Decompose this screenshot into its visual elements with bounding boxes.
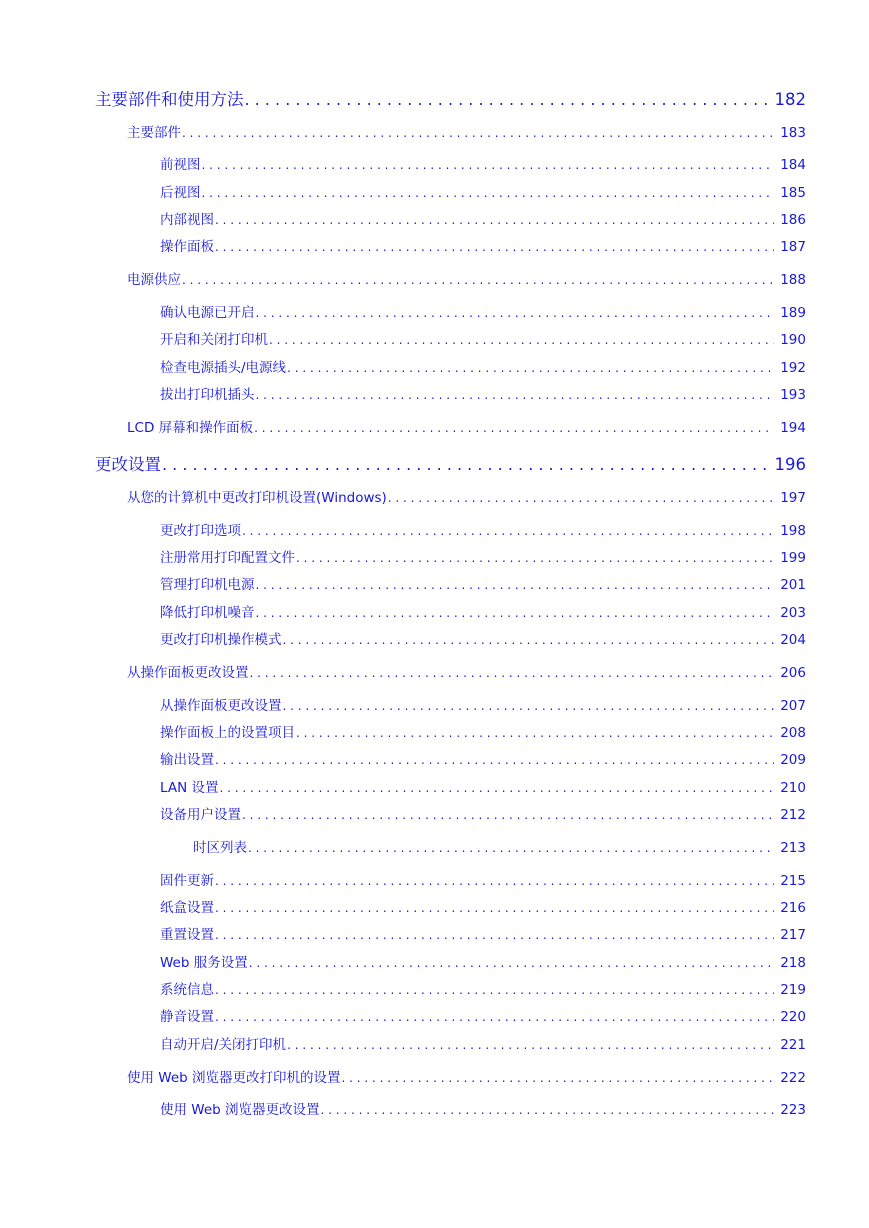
toc-entry-title: 固件更新 [160, 873, 214, 889]
toc-page-number: 183 [780, 125, 806, 141]
toc-entry-title: 确认电源已开启 [160, 305, 255, 321]
toc-page-number: 209 [780, 752, 806, 768]
toc-page-number: 220 [780, 1009, 806, 1025]
toc-entry-title: 输出设置 [160, 752, 214, 768]
toc-page-number: 187 [780, 239, 806, 255]
toc-entry-title: 设备用户设置 [160, 807, 241, 823]
toc-entry-level-3[interactable] [160, 546, 806, 566]
toc-entry-level-3[interactable] [160, 628, 806, 648]
toc-entry-title: 前视图 [160, 157, 201, 173]
dot-leader [219, 781, 774, 795]
dot-leader [283, 633, 775, 647]
dot-leader [215, 213, 774, 227]
toc-entry-title: 操作面板 [160, 239, 214, 255]
toc-entry-title: 管理打印机电源 [160, 577, 255, 593]
toc-entry-level-3[interactable] [160, 1033, 806, 1053]
toc-entry-level-3[interactable] [160, 803, 806, 823]
toc-entry-level-3[interactable] [160, 519, 806, 539]
toc-entry-level-1[interactable] [95, 86, 806, 110]
toc-page-number: 221 [780, 1037, 806, 1053]
dot-leader [242, 808, 774, 822]
toc-entry-title: LAN 设置 [160, 780, 219, 796]
toc-page-number: 189 [780, 305, 806, 321]
toc-entry-title: 拔出打印机插头 [160, 387, 255, 403]
dot-leader [249, 956, 774, 970]
dot-leader [287, 361, 774, 375]
toc-entry-level-3[interactable] [160, 694, 806, 714]
toc-entry-title: 纸盒设置 [160, 900, 214, 916]
dot-leader [287, 1038, 774, 1052]
toc-entry-level-3[interactable] [160, 301, 806, 321]
toc-entry-level-2[interactable] [127, 416, 806, 436]
toc-entry-title: 后视图 [160, 185, 201, 201]
toc-page-number: 194 [780, 420, 806, 436]
toc-entry-level-3[interactable] [160, 356, 806, 376]
toc-page-number: 197 [780, 490, 806, 506]
toc-page-number: 185 [780, 185, 806, 201]
dot-leader [202, 158, 775, 172]
toc-page-number: 184 [780, 157, 806, 173]
toc-page-number: 207 [780, 698, 806, 714]
toc-entry-title: 检查电源插头/电源线 [160, 360, 287, 376]
toc-page-number: 210 [780, 780, 806, 796]
toc-page-number: 212 [780, 807, 806, 823]
toc-page-number: 199 [780, 550, 806, 566]
toc-entry-title: 主要部件 [127, 125, 181, 141]
toc-entry-level-2[interactable] [127, 1066, 806, 1086]
dot-leader [215, 1010, 774, 1024]
toc-page-number: 192 [780, 360, 806, 376]
toc-entry-title: 使用 Web 浏览器更改打印机的设置 [127, 1070, 341, 1086]
toc-entry-level-3[interactable] [160, 573, 806, 593]
toc-entry-title: 从操作面板更改设置 [127, 665, 249, 681]
toc-entry-level-3[interactable] [160, 748, 806, 768]
toc-page-number: 216 [780, 900, 806, 916]
dot-leader [342, 1071, 775, 1085]
dot-leader [283, 699, 775, 713]
dot-leader [296, 551, 774, 565]
toc-entry-level-3[interactable] [160, 869, 806, 889]
toc-page-number: 208 [780, 725, 806, 741]
toc-entry-title: 静音设置 [160, 1009, 214, 1025]
toc-page-number: 188 [780, 272, 806, 288]
dot-leader [182, 273, 774, 287]
toc-entry-level-2[interactable] [127, 268, 806, 288]
dot-leader [256, 578, 775, 592]
toc-entry-level-3[interactable] [160, 896, 806, 916]
dot-leader [215, 983, 774, 997]
toc-entry-title: 降低打印机噪音 [160, 605, 255, 621]
toc-entry-title: 自动开启/关闭打印机 [160, 1037, 287, 1053]
toc-entry-title: 更改打印选项 [160, 523, 241, 539]
toc-page-number: 203 [780, 605, 806, 621]
toc-entry-title: 操作面板上的设置项目 [160, 725, 295, 741]
toc-entry-title: 更改设置 [95, 455, 161, 474]
toc-page-number: 201 [780, 577, 806, 593]
toc-entry-level-2[interactable] [127, 121, 806, 141]
toc-entry-level-3[interactable] [160, 328, 806, 348]
toc-entry-title: 内部视图 [160, 212, 214, 228]
dot-leader [242, 524, 774, 538]
dot-leader [250, 666, 775, 680]
dot-leader [162, 455, 769, 474]
toc-page-number: 223 [780, 1102, 806, 1118]
dot-leader [215, 874, 774, 888]
toc-entry-level-3[interactable] [160, 601, 806, 621]
dot-leader [256, 388, 775, 402]
toc-page-number: 217 [780, 927, 806, 943]
toc-page-number: 190 [780, 332, 806, 348]
toc-page-number: 218 [780, 955, 806, 971]
toc-entry-title: 从操作面板更改设置 [160, 698, 282, 714]
toc-page-number: 213 [780, 840, 806, 856]
dot-leader [215, 753, 774, 767]
dot-leader [215, 901, 774, 915]
toc-entry-title: LCD 屏幕和操作面板 [127, 420, 254, 436]
toc-entry-title: 开启和关闭打印机 [160, 332, 268, 348]
toc-entry-level-3[interactable] [160, 923, 806, 943]
dot-leader [388, 491, 774, 505]
toc-entry-level-3[interactable] [160, 208, 806, 228]
dot-leader [269, 333, 774, 347]
toc-entry-title: 更改打印机操作模式 [160, 632, 282, 648]
toc-entry-title: 使用 Web 浏览器更改设置 [160, 1102, 320, 1118]
dot-leader [296, 726, 774, 740]
toc-entry-level-3[interactable] [160, 181, 806, 201]
dot-leader [215, 928, 774, 942]
dot-leader [245, 90, 769, 109]
toc-entry-level-3[interactable] [160, 1098, 806, 1118]
toc-entry-level-2[interactable] [127, 486, 806, 506]
dot-leader [256, 606, 775, 620]
dot-leader [182, 126, 774, 140]
toc-entry-title: 从您的计算机中更改打印机设置(Windows) [127, 490, 387, 506]
toc-page-number: 198 [780, 523, 806, 539]
dot-leader [256, 306, 775, 320]
dot-leader [248, 841, 774, 855]
toc-entry-level-3[interactable] [160, 721, 806, 741]
toc-page-number: 186 [780, 212, 806, 228]
toc-page-number: 182 [774, 90, 806, 109]
toc-entry-title: 时区列表 [193, 840, 247, 856]
toc-entry-level-3[interactable] [160, 951, 806, 971]
toc-entry-title: Web 服务设置 [160, 955, 248, 971]
dot-leader [215, 240, 774, 254]
toc-page-number: 193 [780, 387, 806, 403]
toc-page-number: 196 [774, 455, 806, 474]
toc-entry-level-3[interactable] [160, 153, 806, 173]
toc-entry-level-3[interactable] [160, 235, 806, 255]
toc-page-number: 222 [780, 1070, 806, 1086]
toc-entry-title: 电源供应 [127, 272, 181, 288]
toc-entry-title: 重置设置 [160, 927, 214, 943]
toc-entry-level-2[interactable] [127, 661, 806, 681]
toc-entry-level-3[interactable] [160, 383, 806, 403]
dot-leader [321, 1103, 775, 1117]
toc-entry-title: 主要部件和使用方法 [95, 90, 244, 109]
toc-entry-level-3[interactable] [160, 1005, 806, 1025]
toc-entry-level-3[interactable] [160, 978, 806, 998]
toc-entry-level-3[interactable] [160, 776, 806, 796]
toc-entry-level-1[interactable] [95, 451, 806, 475]
toc-page-number: 215 [780, 873, 806, 889]
toc-page-number: 219 [780, 982, 806, 998]
toc-entry-title: 系统信息 [160, 982, 214, 998]
dot-leader [254, 421, 774, 435]
dot-leader [202, 186, 775, 200]
toc-page-number: 204 [780, 632, 806, 648]
toc-page-number: 206 [780, 665, 806, 681]
toc-entry-title: 注册常用打印配置文件 [160, 550, 295, 566]
toc-entry-level-4[interactable] [193, 836, 806, 856]
